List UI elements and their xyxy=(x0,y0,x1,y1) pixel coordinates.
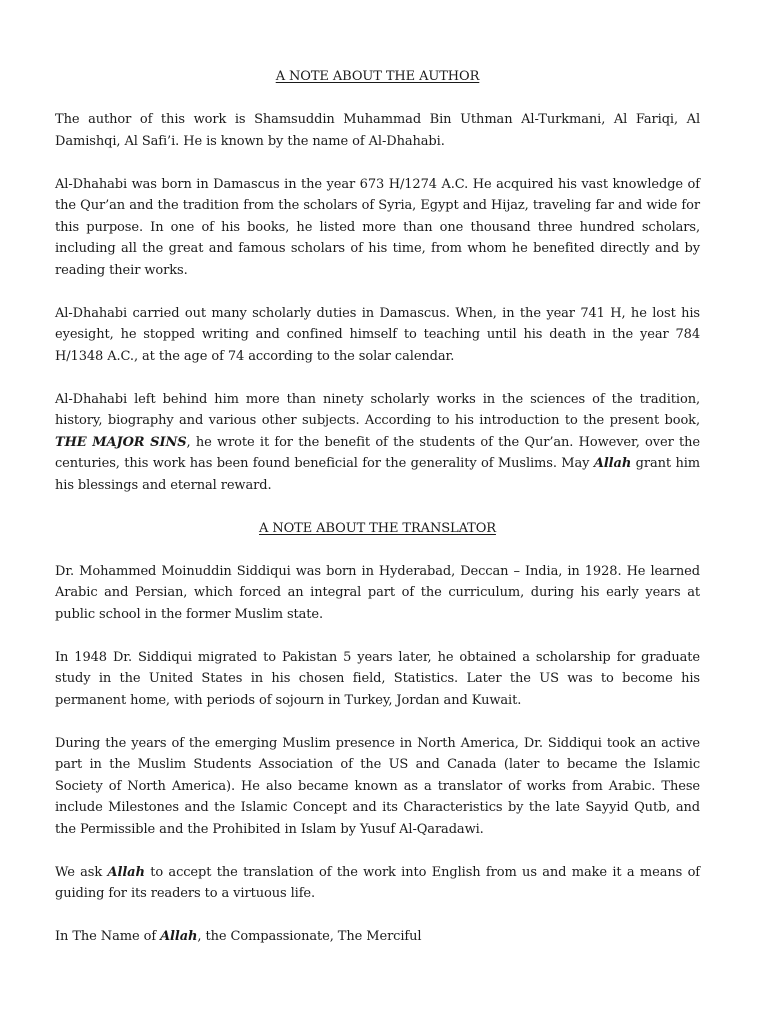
translator-paragraph-3: During the years of the emerging Muslim presence in North America, Dr. Siddiqui took an active part in the Muslim Students Association of the US and Canada (later to became the Islamic Society of North America). He also became known as a translator of works from Arabic. These include Milestones and the Islamic Concept and its Characteristics by the late Sayyid Qutb, and the Permissible and the Prohibited in Islam by Yusuf Al-Qaradawi. xyxy=(55,735,700,837)
translator-paragraph-1: Dr. Mohammed Moinuddin Siddiqui was born in Hyderabad, Deccan – India, in 1928. He learned Arabic and Persian, which forced an integral part of the curriculum, during his early years at public school in the former Muslim state. xyxy=(55,563,700,622)
closing-line xyxy=(55,926,700,948)
translator-paragraph-4-text-1: We ask xyxy=(55,864,108,880)
author-paragraph-3: Al-Dhahabi carried out many scholarly duties in Damascus. When, in the year 741 H, he lost his eyesight, he stopped writing and confined himself to teaching until his death in the year 784 H/1348 A.C., at the age of 74 according to the solar calendar. xyxy=(55,305,700,364)
author-paragraph-4-text-2: , he wrote it for the benefit of the students of the Qur’an. However, over the centuries, this work has been found beneficial for the generality of Muslims. May xyxy=(55,434,700,471)
author-paragraph-1: The author of this work is Shamsuddin Muhammad Bin Uthman Al-Turkmani, Al Fariqi, Al Damishqi, Al Safi’i. He is known by the name of Al-Dhahabi. xyxy=(55,112,700,149)
translator-paragraph-4 xyxy=(55,862,700,905)
allah-emphasis: Allah xyxy=(593,456,632,471)
allah-emphasis: Allah xyxy=(107,864,145,880)
book-title: THE MAJOR SINS xyxy=(55,434,187,450)
allah-emphasis: Allah xyxy=(160,929,198,944)
author-paragraph-4 xyxy=(55,389,700,497)
document-page xyxy=(55,66,700,969)
author-paragraph-2: Al-Dhahabi was born in Damascus in the year 673 H/1274 A.C. He acquired his vast knowledge of the Qur’an and the tradition from the scholars of Syria, Egypt and Hijaz, traveling far and wide for this purpose. In one of his books, he listed more than one thousand three hundred scholars, including all the great and famous scholars of his time, from whom he benefited directly and by reading their works. xyxy=(55,176,700,278)
author-paragraph-4-text-3: grant him his blessings and eternal reward. xyxy=(55,456,701,493)
translator-paragraph-2: In 1948 Dr. Siddiqui migrated to Pakistan 5 years later, he obtained a scholarship for graduate study in the United States in his chosen field, Statistics. Later the US was to become his permanent home, with periods of sojourn in Turkey, Jordan and Kuwait. xyxy=(55,649,700,708)
author-heading: A NOTE ABOUT THE AUTHOR xyxy=(275,69,480,84)
closing-line-text-1: In The Name of xyxy=(55,929,161,944)
translator-paragraph-4-text-2: to accept the translation of the work into English from us and make it a means of guiding for its readers to a virtuous life. xyxy=(55,864,701,901)
translator-heading: A NOTE ABOUT THE TRANSLATOR xyxy=(259,520,496,536)
closing-line-text-2: , the Compassionate, The Merciful xyxy=(197,929,422,944)
author-paragraph-4-text-1: Al-Dhahabi left behind him more than ninety scholarly works in the sciences of the tradition, history, biography and various other subjects. According to his introduction to the present book, xyxy=(55,391,700,428)
